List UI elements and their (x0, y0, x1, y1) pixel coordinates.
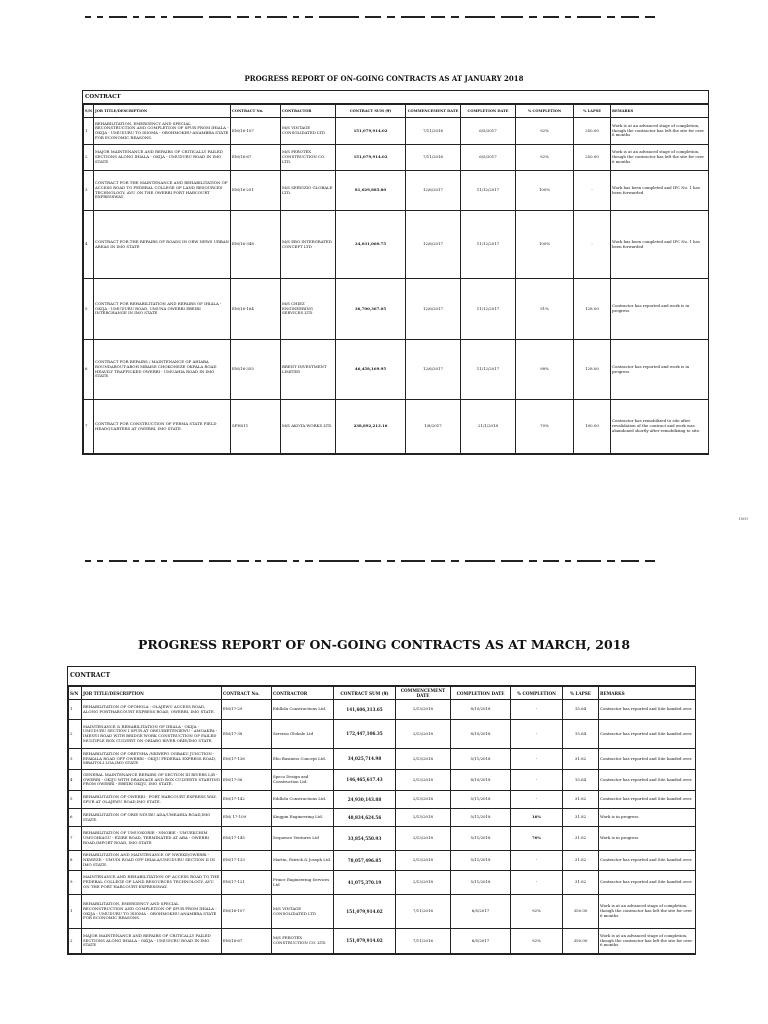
contractor: Speco Design and Construction Ltd. (272, 770, 334, 791)
column-header: % COMPLETION (516, 105, 574, 118)
contract-number: EM/17-121 (222, 871, 272, 895)
contractor: M/S SERVIZIO GLOBALE LTD. (281, 171, 336, 211)
contract-number: EM/16-164 (231, 279, 281, 340)
column-header: REMARKS (611, 105, 709, 118)
contractor: Sequence Ventures Ltd (272, 827, 334, 851)
contract-sum: 151,079,914.02 (336, 118, 406, 145)
contractor: Servizio Globale Ltd (272, 720, 334, 749)
contract-number: EM/16-67 (222, 929, 272, 954)
percent-lapse: 100.00 (574, 400, 611, 454)
contract-number: EM/ 17-109 (222, 809, 272, 827)
contractor: M/S FEROTEX CONSTRUCTION CO. LTD. (281, 145, 336, 171)
job-title: CONTRACT FOR REPAIRS / MAINTENANCE OF AHIABA ROUNDABOUT-ABOH MBAISE CHOKONEZE OKPALA ROAD HEAVILY TRAFFICKED OWERRI - UMUAHIA ROAD IN IMO STATE. (94, 340, 231, 400)
contractor: Eddlolu Constructions Ltd. (272, 700, 334, 720)
contract-sum: 81,029,885.80 (336, 171, 406, 211)
percent-completion: 98% (516, 340, 574, 400)
remarks: Work is at an advanced stage of completion, though the contractor has left the site for over 6 months (611, 145, 709, 171)
report-sheet-january (82, 90, 709, 455)
percent-completion: 92% (516, 145, 574, 171)
report-title-march: PROGRESS REPORT OF ON-GOING CONTRACTS AS AT MARCH, 2018 (137, 637, 631, 652)
percent-completion: 91% (516, 279, 574, 340)
sn: 8 (69, 851, 82, 871)
remarks: Contractor has reported and Site handed over. (599, 871, 696, 895)
table-header-row (84, 105, 709, 118)
commencement-date: 12/6/2017 (406, 171, 461, 211)
contract-number: EM/16-251 (231, 171, 281, 211)
sn: 6 (69, 809, 82, 827)
remarks: Contractor has remobilized to site after revalidation of the contract and work was abandoned shortly after remobilizing to site. (611, 400, 709, 454)
percent-completion: - (511, 700, 563, 720)
section-label: CONTRACT (68, 667, 695, 686)
sn: 7 (69, 827, 82, 851)
job-title: REHABILITATION OF OFOHOLA - OLAJEWU ACCESS ROAD, ALONG PORTHARCOURT EXPRESS ROAD, OWERRI, IMO STATE. (82, 700, 222, 720)
table-row (69, 851, 696, 871)
remarks: Work is at an advanced stage of completion, though the contractor has left the site for over 6 months (611, 118, 709, 145)
contractor: BRENT INVESTMENT LIMITED (281, 340, 336, 400)
table-row (84, 400, 709, 454)
table-row (84, 279, 709, 340)
job-title: MAINTENANCE & REHABILITATION OF IHIALA - OKIJA - UMUDURU SECTION I SPUR AT ORSUIHETENIEWU - AMOAKPA - IMENYI ROAD WITH BRIDGE WORK CONSTRUCTION OF FAILED MULTIPLE BOX CULVERT ON ORIABO RIVER ORIE/IMO STATE. (82, 720, 222, 749)
contract-sum: 41,075,370.19 (334, 871, 396, 895)
completion-date: 8/10/2018 (451, 770, 511, 791)
contract-sum: 24,930,143.88 (334, 791, 396, 809)
remarks: Contractor has reported and Site handed over. (599, 720, 696, 749)
sn: 7 (84, 400, 94, 454)
job-title: REHABILITATION, EMERGENCY AND SPECIAL RECONSTRUCTION AND COMPLETION OF SPUR FROM IHIALA - OKIJA - UMUDURU TO ISIOMA - OBOHMOKHU-ANAMBRA STATE FOR ECONOMIC REASONS. (82, 895, 222, 929)
column-header: CONTRACT SUM (₦) (334, 687, 396, 700)
completion-date: 21/1/2018 (461, 400, 516, 454)
column-header: % LAPSE (574, 105, 611, 118)
column-header: REMARKS (599, 687, 696, 700)
contract-number: EM/16-107 (222, 895, 272, 929)
commencement-date: 7/11/2016 (396, 895, 451, 929)
percent-lapse: 128.00 (574, 279, 611, 340)
table-row (84, 171, 709, 211)
contractor: M/S EBO INTERGRATED CONCEPT LTD (281, 211, 336, 279)
completion-date: 5/11/2018 (451, 871, 511, 895)
percent-completion: - (511, 720, 563, 749)
completion-date: 6/5/2017 (451, 895, 511, 929)
contract-sum: 36,700,367.05 (336, 279, 406, 340)
remarks: Work has been completed and IPC No. 1 has been forwarded (611, 171, 709, 211)
percent-completion: 100% (516, 171, 574, 211)
contract-number: EM/17-136 (222, 749, 272, 770)
contract-sum: 141,606,313.65 (334, 700, 396, 720)
contract-sum: 34,031,060.75 (336, 211, 406, 279)
report-sheet-march (67, 666, 696, 955)
margin-note: IMO (739, 516, 748, 521)
contractor: Martin, Patrick & Joseph Ltd. (272, 851, 334, 871)
commencement-date: 7/11/2016 (396, 929, 451, 954)
column-header: JOB TITLE/DESCRIPTION (82, 687, 222, 700)
contract-number: EM/17-36 (222, 770, 272, 791)
percent-lapse: 350.00 (563, 895, 599, 929)
percent-lapse: - (574, 211, 611, 279)
sn: 1 (69, 700, 82, 720)
remarks: Work is at an advanced stage of completion, though the contractor has left the site for over 6 months (599, 895, 696, 929)
contractor: M/S CHIEZ ENGINEERING SERVICES LTD (281, 279, 336, 340)
column-header: CONTRACT SUM (₦) (336, 105, 406, 118)
table-row (69, 929, 696, 954)
completion-date: 6/5/2017 (451, 929, 511, 954)
remarks: Contractor has reported and work is in progress (611, 340, 709, 400)
completion-date: 5/11/2018 (451, 749, 511, 770)
column-header: % COMPLETION (511, 687, 563, 700)
job-title: MAJOR MAINTENANCE AND REPAIRS OF CRITICALLY FAILED SECTIONS ALONG IHIALA - OKIJA - UMUDURU ROAD IN IMO STATE (94, 145, 231, 171)
commencement-date: 12/6/2017 (406, 340, 461, 400)
table-row (84, 145, 709, 171)
percent-completion: 92% (516, 118, 574, 145)
percent-completion: 76% (511, 827, 563, 851)
percent-completion: - (511, 791, 563, 809)
sn: 5 (84, 279, 94, 340)
contractor: M/S AKOTA WORKS LTD (281, 400, 336, 454)
commencement-date: 2/13/2018 (396, 770, 451, 791)
contract-number: EM/16-107 (231, 118, 281, 145)
contract-number: EM/17-142 (222, 791, 272, 809)
completion-date: 5/11/2018 (451, 809, 511, 827)
column-header: COMPLETION DATE (461, 105, 516, 118)
remarks: Contractor has reported and Site handed over. (599, 770, 696, 791)
table-row (69, 809, 696, 827)
sn: 2 (69, 720, 82, 749)
column-header: COMPLETION DATE (451, 687, 511, 700)
percent-lapse: 31.82 (563, 749, 599, 770)
completion-date: 5/11/2018 (451, 791, 511, 809)
table-row (84, 211, 709, 279)
job-title: GENERAL MAINTENANCE REPAIRS OF SECTION III RIVERS L/B - OWERRI - OKIJU WITH DRAINAGE AND BOX CULVERTS STARTING FROM OWERRI - EBEIRI OKIJU, IMO STATE. (82, 770, 222, 791)
job-title: REHABILITATION OF ORETSHA /NKWEPO OGBAKU JUNCTION - EFAKALA ROAD OFF OWERRI - OKIJU FEDERAL EXPRESS ROAD, MBAITOLI LGA,IMO STATE (82, 749, 222, 770)
commencement-date: 2/13/2018 (396, 809, 451, 827)
percent-lapse: 31.82 (563, 791, 599, 809)
commencement-date: 2/13/2018 (396, 791, 451, 809)
completion-date: 11/12/2017 (461, 211, 516, 279)
contract-sum: 146,465,617.43 (334, 770, 396, 791)
table-row (69, 791, 696, 809)
contract-number: EM/17-38 (222, 720, 272, 749)
job-title: CONTRACT FOR THE REPAIRS OF ROADS IN ORW NEWS URBAN AREAS IN IMO STATE (94, 211, 231, 279)
contract-sum: 151,079,914.02 (334, 929, 396, 954)
table-row (69, 720, 696, 749)
sn: 5 (69, 791, 82, 809)
column-header: COMMENCEMENT DATE (396, 687, 451, 700)
percent-completion: 92% (511, 895, 563, 929)
column-header: CONTRACTOR (272, 687, 334, 700)
column-header: % LAPSE (563, 687, 599, 700)
contract-sum: 48,834,624.56 (334, 809, 396, 827)
table-row (84, 340, 709, 400)
commencement-date: 12/6/2017 (406, 279, 461, 340)
cropped-header-line-middle (85, 560, 685, 568)
contract-number: SFH011 (231, 400, 281, 454)
sn: 3 (69, 749, 82, 770)
column-header: CONTRACT No. (231, 105, 281, 118)
commencement-date: 2/13/2018 (396, 871, 451, 895)
column-header: COMMENCEMENT DATE (406, 105, 461, 118)
commencement-date: 2/13/2018 (396, 827, 451, 851)
contractor: M/S FEROTEX CONSTRUCTION CO. LTD. (272, 929, 334, 954)
contract-sum: 238,892,213.16 (336, 400, 406, 454)
contract-sum: 151,079,914.02 (336, 145, 406, 171)
job-title: MAJOR MAINTENANCE AND REPAIRS OF CRITICALLY FAILED SECTIONS ALONG IHIALA - OKIJA - UMUDURU ROAD IN IMO STATE (82, 929, 222, 954)
percent-lapse: 350.00 (563, 929, 599, 954)
percent-lapse: 250.00 (574, 145, 611, 171)
contract-sum: 151,079,914.02 (334, 895, 396, 929)
table-row (69, 827, 696, 851)
commencement-date: 1/8/2017 (406, 400, 461, 454)
percent-lapse: 15.64 (563, 700, 599, 720)
contract-number: EM/16-348 (231, 211, 281, 279)
section-label: CONTRACT (83, 91, 708, 104)
percent-lapse: 31.82 (563, 871, 599, 895)
completion-date: 8/10/2018 (451, 700, 511, 720)
contract-sum: 34,025,714.98 (334, 749, 396, 770)
commencement-date: 2/13/2018 (396, 720, 451, 749)
contract-sum: 46,458,169.95 (336, 340, 406, 400)
contract-sum: 33,854,550.93 (334, 827, 396, 851)
contract-number: EM/17-29 (222, 700, 272, 720)
contract-number: EM/16-67 (231, 145, 281, 171)
job-title: REHABILITATION AND MAINTENANCE OF NWEKE/OWERRI - NKWEZE - UMUDI ROAD OFF IHIALA/UMUDURU SECTION II IN IMO STATE. (82, 851, 222, 871)
commencement-date: 2/13/2018 (396, 749, 451, 770)
remarks: Work is in progress (599, 809, 696, 827)
sn: 1 (69, 895, 82, 929)
completion-date: 5/11/2018 (451, 851, 511, 871)
remarks: Contractor has reported and work is in progress (611, 279, 709, 340)
table-header-row (69, 687, 696, 700)
completion-date: 11/12/2017 (461, 279, 516, 340)
remarks: Contractor has reported and Site handed over. (599, 749, 696, 770)
contract-number: EM/17-133 (222, 851, 272, 871)
sn: 6 (84, 340, 94, 400)
contracts-table (83, 104, 709, 454)
percent-lapse: 128.00 (574, 340, 611, 400)
percent-completion: 92% (511, 929, 563, 954)
percent-lapse: 15.64 (563, 720, 599, 749)
contract-sum: 78,057,496.85 (334, 851, 396, 871)
percent-completion: - (511, 851, 563, 871)
completion-date: 11/12/2017 (461, 340, 516, 400)
contract-sum: 172,447,106.35 (334, 720, 396, 749)
percent-lapse: 15.64 (563, 770, 599, 791)
column-header: JOB TITLE/DESCRIPTION (94, 105, 231, 118)
commencement-date: 7/11/2016 (406, 118, 461, 145)
completion-date: 6/5/2017 (461, 145, 516, 171)
completion-date: 6/5/2017 (461, 118, 516, 145)
percent-completion: - (511, 749, 563, 770)
contract-number: EM/16-355 (231, 340, 281, 400)
column-header: CONTRACTOR (281, 105, 336, 118)
sn: 4 (84, 211, 94, 279)
table-row (69, 770, 696, 791)
contractor: Kingpin Engineering Ltd. (272, 809, 334, 827)
job-title: REHABILITATION OF UMUOKORIE - NNOBIE - UMUEKCHIM UMUOHIAGU - EZIRE ROAD, TERMINATED AT ABA - OWERRI ROAD,IMPORT ROAD, IMO STATE (82, 827, 222, 851)
job-title: REHABILITATION OF OWERRI - PORT HARCOURT EXPRESS WAY, SPUR AT OLAJEWU ROAD,IMO STATE. (82, 791, 222, 809)
cropped-header-line-top (85, 16, 685, 24)
sn: 4 (69, 770, 82, 791)
contractor: M/S VINTAGE CONSOLIDATED LTD (281, 118, 336, 145)
column-header: S/N (69, 687, 82, 700)
table-row (69, 895, 696, 929)
commencement-date: 7/11/2016 (406, 145, 461, 171)
remarks: Work is in progress (599, 827, 696, 851)
remarks: Work is at an advanced stage of completion, though the contractor has left the site for over 6 months (599, 929, 696, 954)
column-header: S/N (84, 105, 94, 118)
table-row (69, 700, 696, 720)
percent-lapse: 250.00 (574, 118, 611, 145)
sn: 2 (84, 145, 94, 171)
job-title: MAINTENANCE AND REHABILITATION OF ACCESS ROAD TO THE FEDERAL COLLEGE OF LAND RESOURCES TECHNOLOGY, AVU ON THE PORT HARCOURT EXPRESSWAY. (82, 871, 222, 895)
contractor: Ebo Business Concept Ltd. (272, 749, 334, 770)
commencement-date: 2/13/2018 (396, 700, 451, 720)
table-row (69, 871, 696, 895)
job-title: CONTRACT FOR CONSTRUCTION OF FERMA STATE FIELD HEADQUARTERS AT OWERRI, IMO STATE. (94, 400, 231, 454)
table-row (84, 118, 709, 145)
report-title-january: PROGRESS REPORT OF ON-GOING CONTRACTS AS AT JANUARY 2018 (244, 74, 524, 83)
contractor: M/S VINTAGE CONSOLIDATED LTD (272, 895, 334, 929)
contractor: Prince Engineering Services Ltd (272, 871, 334, 895)
percent-completion: 70% (516, 400, 574, 454)
job-title: CONTRACT FOR THE MAINTENANCE AND REHABILITATION OF ACCESS ROAD TO FEDERAL COLLEGE OF LAND RESOURCES TECHNOLOGY, AVU ON THE OWERRI PORT HARCOURT EXPRESSWAY. (94, 171, 231, 211)
percent-lapse: 31.82 (563, 827, 599, 851)
percent-completion: 16% (511, 809, 563, 827)
table-row (69, 749, 696, 770)
completion-date: 5/11/2018 (451, 827, 511, 851)
sn: 1 (84, 118, 94, 145)
remarks: Contractor has reported and Site handed over. (599, 791, 696, 809)
percent-completion: 100% (516, 211, 574, 279)
job-title: REHABILITATION, EMERGENCY AND SPECIAL RECONSTRUCTION AND COMPLETION OF SPUR FROM IHIALA - OKIJA - UMUDURU TO ISIOMA - OBOHMOKHU-ANAMBRA STATE FOR ECONOMIC REASONS. (94, 118, 231, 145)
completion-date: 8/10/2018 (451, 720, 511, 749)
completion-date: 11/12/2017 (461, 171, 516, 211)
job-title: REHABILITATION OF ORIE NDUBU ADA/UMEAHIA ROAD,IMO STATE. (82, 809, 222, 827)
contract-number: EM/17-145 (222, 827, 272, 851)
job-title: CONTRACT FOR REHABILITATION AND REPAIRS OF IHIALA - OKIJA - UMUDURU ROAD, UMUNA OWERRI EBEIRI INTERCHANGE IN IMO STATE (94, 279, 231, 340)
commencement-date: 2/13/2018 (396, 851, 451, 871)
percent-completion: - (511, 770, 563, 791)
column-header: CONTRACT No. (222, 687, 272, 700)
percent-lapse: 31.82 (563, 809, 599, 827)
commencement-date: 12/6/2017 (406, 211, 461, 279)
sn: 9 (69, 871, 82, 895)
contractor: Eddlolu Constructions Ltd. (272, 791, 334, 809)
percent-lapse: 31.82 (563, 851, 599, 871)
remarks: Contractor has reported and Site handed over. (599, 700, 696, 720)
percent-completion: - (511, 871, 563, 895)
remarks: Contractor has reported and Site handed over. (599, 851, 696, 871)
percent-lapse: - (574, 171, 611, 211)
remarks: Work has been completed and IPC No. 1 has been forwarded (611, 211, 709, 279)
sn: 2 (69, 929, 82, 954)
contracts-table (68, 686, 696, 954)
sn: 3 (84, 171, 94, 211)
